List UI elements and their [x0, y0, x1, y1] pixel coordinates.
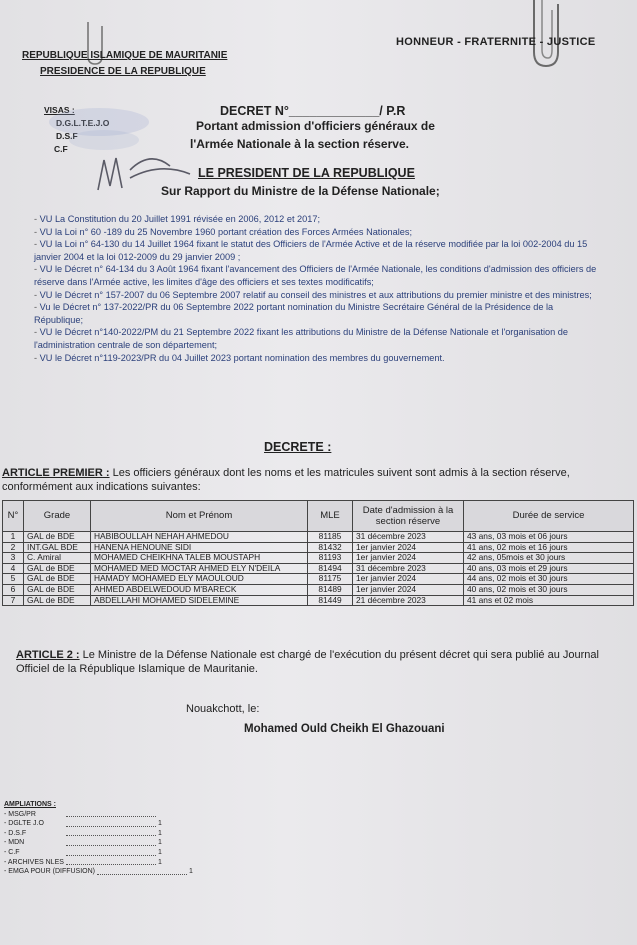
dotted-leader [66, 838, 156, 846]
decree-subject-line: l'Armée Nationale à la section réserve. [190, 137, 409, 151]
consideration-item: - VU le Décret n°140-2022/PM du 21 Septembre 2022 fixant les attributions du Ministre de la Défense Nationale et l'organisation de l'administration centrale de son département; [34, 326, 604, 351]
table-row [3, 542, 634, 553]
consideration-item: - VU le Décret n° 64-134 du 3 Août 1964 fixant l'avancement des Officiers de l'Armée Nationale, les conditions d'admission des officiers de réserve dans l'Armée active, les limites d'âge des officiers et ses textes modificatifs; [34, 263, 604, 288]
table-cell: ABDELLAHI MOHAMED SIDELEMINE [91, 595, 308, 606]
table-row [3, 553, 634, 564]
table-cell: 41 ans et 02 mois [464, 595, 634, 606]
ampliation-label: - MDN [4, 839, 25, 847]
table-header-cell: Durée de service [464, 501, 634, 532]
decree-number: DECRET N°_____________/ P.R [220, 104, 406, 118]
officers-table [2, 500, 634, 606]
ampliation-item [4, 810, 193, 820]
dotted-leader [66, 810, 156, 818]
table-cell: 1er janvier 2024 [353, 542, 464, 553]
table-header-cell: Nom et Prénom [91, 501, 308, 532]
article-2 [16, 648, 616, 676]
ampliation-item [4, 858, 193, 868]
ampliation-item [4, 838, 193, 848]
article-text: Le Ministre de la Défense Nationale est chargé de l'exécution du présent décret qui sera publié au Journal Officiel de la République Islamique de Mauritanie. [16, 649, 599, 675]
consideration-item: - VU La Constitution du 20 Juillet 1991 révisée en 2006, 2012 et 2017; [34, 213, 604, 226]
ampliations-list [4, 810, 193, 877]
table-cell: GAL de BDE [24, 584, 91, 595]
table-cell: HABIBOULLAH NEHAH AHMEDOU [91, 532, 308, 543]
visa-item: D.G.L.T.E.J.O [56, 118, 110, 128]
ampliation-label: - MSG/PR [4, 810, 36, 818]
ampliation-count: 1 [158, 839, 162, 847]
ampliation-count: 1 [158, 858, 162, 866]
table-cell: 40 ans, 03 mois et 29 jours [464, 563, 634, 574]
ampliation-item [4, 867, 193, 877]
article-label: ARTICLE PREMIER : [2, 467, 110, 479]
decrete-heading: DECRETE : [264, 440, 332, 454]
paperclip-icon [520, 0, 570, 70]
table-cell: HANENA HENOUNE SIDI [91, 542, 308, 553]
ampliation-count: 1 [158, 848, 162, 856]
article-premier [2, 466, 637, 494]
table-cell: 7 [3, 595, 24, 606]
ampliation-item [4, 829, 193, 839]
ampliation-label: - EMGA POUR (DIFFUSION) [4, 868, 95, 876]
ampliations-title: AMPLIATIONS : [4, 801, 56, 808]
table-header-cell: Grade [24, 501, 91, 532]
ampliation-item [4, 848, 193, 858]
ampliation-label: - ARCHIVES NLES [4, 858, 64, 866]
table-cell: 3 [3, 553, 24, 564]
decree-subject-line: Portant admission d'officiers généraux de [196, 119, 435, 133]
table-cell: GAL de BDE [24, 563, 91, 574]
table-cell: 1 [3, 532, 24, 543]
visas-title: VISAS : [44, 105, 75, 115]
table-cell: 40 ans, 02 mois et 30 jours [464, 584, 634, 595]
table-cell: 81449 [308, 595, 353, 606]
table-cell: 41 ans, 02 mois et 16 jours [464, 542, 634, 553]
table-cell: AHMED ABDELWEDOUD M'BARECK [91, 584, 308, 595]
visa-item: C.F [54, 144, 68, 154]
article-text: Les officiers généraux dont les noms et les matricules suivent sont admis à la section réserve, conformément aux indications suivantes: [2, 467, 570, 493]
table-cell: 31 décembre 2023 [353, 563, 464, 574]
table-cell: 81494 [308, 563, 353, 574]
dotted-leader [66, 829, 156, 837]
table-cell: 42 ans, 05mois et 30 jours [464, 553, 634, 564]
dotted-leader [66, 848, 156, 856]
considerations-list [34, 213, 604, 364]
president-heading: LE PRESIDENT DE LA REPUBLIQUE [198, 166, 415, 180]
ampliations-block [4, 800, 193, 877]
signature-place: Nouakchott, le: [186, 703, 260, 715]
republic-name: REPUBLIQUE ISLAMIQUE DE MAURITANIE [22, 50, 228, 61]
table-cell: HAMADY MOHAMED ELY MAOULOUD [91, 574, 308, 585]
table-header-row [3, 501, 634, 532]
table-header-cell: Date d'admission à la section réserve [353, 501, 464, 532]
table-row [3, 584, 634, 595]
consideration-item: - VU la Loi n° 60 -189 du 25 Novembre 1960 portant création des Forces Armées Nationales; [34, 226, 604, 239]
officers-table-body [3, 532, 634, 606]
table-cell: 81432 [308, 542, 353, 553]
table-cell: GAL de BDE [24, 595, 91, 606]
article-label: ARTICLE 2 : [16, 649, 80, 661]
table-header-cell: MLE [308, 501, 353, 532]
table-cell: 44 ans, 02 mois et 30 jours [464, 574, 634, 585]
table-cell: 2 [3, 542, 24, 553]
consideration-item: - VU la Loi n° 64-130 du 14 Juillet 1964 fixant le statut des Officiers de l'Armée Active et de la réserve modifiée par la loi 002-2004 du 15 janvier 2004 et la loi 012-2009 du 29 janvier 2009 ; [34, 238, 604, 263]
consideration-item: - Vu le Décret n° 137-2022/PR du 06 Septembre 2022 portant nomination du Ministre Secrétaire Général de la Présidence de la République; [34, 301, 604, 326]
rapport-line: Sur Rapport du Ministre de la Défense Nationale; [161, 184, 440, 198]
table-cell: 4 [3, 563, 24, 574]
table-cell: 81489 [308, 584, 353, 595]
ampliation-count: 1 [158, 820, 162, 828]
table-row [3, 574, 634, 585]
table-cell: INT.GAL BDE [24, 542, 91, 553]
national-motto: HONNEUR - FRATERNITE - JUSTICE [396, 36, 596, 48]
table-cell: 6 [3, 584, 24, 595]
table-row [3, 563, 634, 574]
table-row [3, 532, 634, 543]
table-cell: 81175 [308, 574, 353, 585]
table-cell: C. Amiral [24, 553, 91, 564]
table-cell: GAL de BDE [24, 532, 91, 543]
table-header-cell: N° [3, 501, 24, 532]
table-cell: GAL de BDE [24, 574, 91, 585]
table-cell: 43 ans, 03 mois et 06 jours [464, 532, 634, 543]
dotted-leader [66, 819, 156, 827]
ampliation-label: - DGLTE J.O [4, 820, 44, 828]
table-cell: 1er janvier 2024 [353, 553, 464, 564]
table-cell: 1er janvier 2024 [353, 574, 464, 585]
presidency-name: PRESIDENCE DE LA REPUBLIQUE [40, 66, 206, 77]
ampliation-item [4, 819, 193, 829]
signatory-name: Mohamed Ould Cheikh El Ghazouani [244, 723, 445, 735]
table-cell: MOHAMED MED MOCTAR AHMED ELY N'DEILA [91, 563, 308, 574]
table-cell: 1er janvier 2024 [353, 584, 464, 595]
ampliation-count: 1 [158, 829, 162, 837]
table-cell: 81193 [308, 553, 353, 564]
decree-subject [190, 117, 435, 153]
ampliation-label: - D.S.F [4, 829, 27, 837]
table-cell: 81185 [308, 532, 353, 543]
table-cell: 31 décembre 2023 [353, 532, 464, 543]
visa-item: D.S.F [56, 131, 78, 141]
table-row [3, 595, 634, 606]
table-cell: 21 décembre 2023 [353, 595, 464, 606]
ampliation-label: - C.F [4, 848, 20, 856]
table-cell: 5 [3, 574, 24, 585]
consideration-item: - VU le Décret n° 157-2007 du 06 Septembre 2007 relatif au conseil des ministres et aux attributions du premier ministre et des ministres; [34, 289, 604, 302]
table-cell: MOHAMED CHEIKHNA TALEB MOUSTAPH [91, 553, 308, 564]
dotted-leader [66, 858, 156, 866]
ampliation-count: 1 [189, 868, 193, 876]
consideration-item: - VU le Décret n°119-2023/PR du 04 Juillet 2023 portant nomination des membres du gouvernement. [34, 352, 604, 365]
dotted-leader [97, 867, 187, 875]
